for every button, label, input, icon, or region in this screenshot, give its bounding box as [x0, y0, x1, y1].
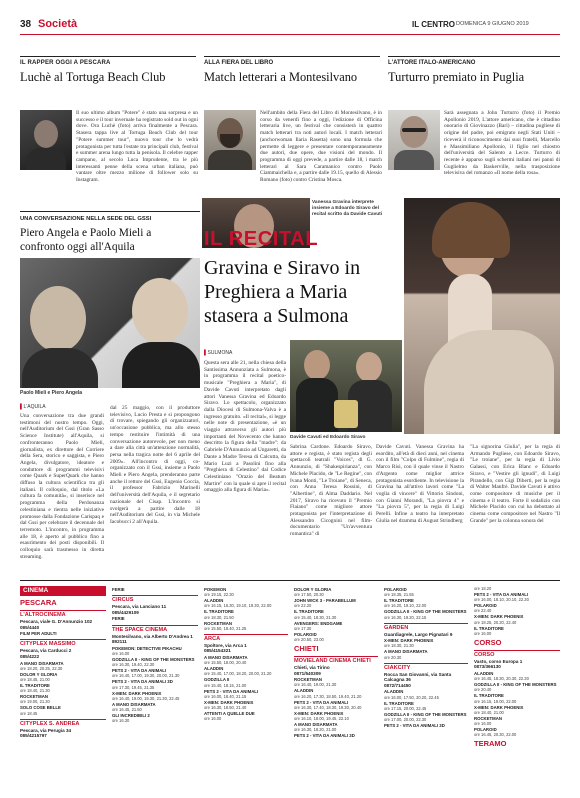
showtimes: ore 15.40, 18.30, 21.30: [294, 614, 337, 620]
film-title: POKEMON: [204, 587, 227, 592]
showtimes: ore 16.30, 18.20, 21.00: [294, 727, 337, 733]
showtimes: ore 16.00: [112, 650, 130, 656]
listing-city: TERAMO: [474, 739, 507, 749]
story-headline: Match letterari a Montesilvano: [204, 70, 358, 84]
showtimes: ore 16.30, 19.40, 22.30: [112, 662, 155, 668]
film-title: IL TRADITORE: [384, 598, 414, 604]
showtimes: ore 16.40, 19.00, 21.30: [294, 682, 337, 688]
story-kicker: IL RAPPER OGGI A PESCARA: [20, 60, 111, 66]
film-title: GODZILLA II: [204, 677, 230, 683]
cinema-name: CIAKCITY: [384, 663, 468, 672]
cinema-name: MOVIELAND CINEMA CHIETI: [294, 656, 378, 665]
gssi-body-col2: dal 25 maggio, con il produttore televisivo, Lucio Presta e si propongono di trovare, spiegando gli organizzatori, un'occasione pubblica, ma allo stesso tempo restituire l'intimità di una conversazione autorevole, per non meno a dare alla città un'attenzione normalità, persa nella tragica notte del 6 aprile del 2009». All'incontro di oggi, co-organizzato con il Gssi, insieme a Paolo Mieli e Piero Angela, prenderanno parte anche il rettore del Gssi, Eugenio Coccia, il professor Fabrizio Marinelli dell'università dell'Aquila, e il segretario nazionale del Cisap. L'incontro si svolgerà a partire dalle 18 nell'Auditorium del Gssi, in via Michele Iacobucci 2 all'Aquila.: [110, 405, 200, 525]
film-title: A MANO DISARMATA: [20, 660, 64, 666]
film-title: IL TRADITORE: [474, 693, 504, 699]
angela-mieli-photo: [20, 258, 200, 388]
showtimes: ore 20.30: [384, 654, 402, 660]
film-title: GLI INCREDIBILI 2: [112, 713, 150, 718]
film-title: GODZILLA II - KING OF THE MONSTERS: [474, 682, 557, 688]
listings-col-5: [384, 586, 468, 786]
listings-col-3: [204, 586, 288, 786]
film-title: X-MEN: DARK PHOENIX: [294, 710, 344, 716]
film-title: PETS 2 - VITA DA ANIMALI 3D: [112, 679, 173, 685]
film-title: POKEMON: DETECTIVE PIKACHU: [112, 645, 182, 651]
story-headline: Turturro premiato in Puglia: [388, 70, 525, 84]
film-title: FILM PER ADULTI: [20, 631, 57, 637]
cinema-address: Pescara, via Lanciano 11: [112, 604, 167, 610]
recital-photo-caption-bottom: Davide Cavuti ed Edoardo Siravo: [290, 435, 366, 440]
showtimes: ore 16.15, 19.00, 22.00: [474, 698, 517, 704]
showtimes: ore 15.40, 17.00, 18.20, 20.00, 21.20: [204, 671, 272, 677]
recital-location: [204, 350, 232, 356]
story-luche: [20, 60, 196, 85]
film-title: IL TRADITORE: [384, 700, 414, 706]
showtimes: ore 16.30: [112, 718, 130, 724]
page-number: 38: [20, 19, 32, 30]
showtimes: ore 16.20, 19.10, 22.00: [384, 603, 427, 609]
showtimes: ore 17.00, 20.00, 22.30: [384, 717, 427, 722]
showtimes: ore 17.15, 20.00, 22.45: [384, 705, 427, 711]
location-marker-icon: ▌: [20, 404, 24, 410]
showtimes: ore 22.20: [294, 603, 312, 609]
showtimes: ore 20.40: [474, 687, 492, 693]
showtimes: ore 15.50, 18.40, 21.25: [204, 625, 247, 631]
film-title: A MANO DISARMATA: [294, 722, 338, 728]
film-title: ROCKETMAN: [294, 677, 322, 683]
listing-column-content: [384, 587, 468, 728]
film-title: PETS 2 - VITA DA ANIMALI: [294, 699, 349, 705]
showtimes: ore 16.30, 17.40, 18.30, 19.30, 20.40: [294, 704, 362, 710]
section-name: Società: [38, 18, 78, 30]
film-title: A MANO DISARMATA: [384, 649, 428, 655]
showtimes: ore 19.00, 21.20: [20, 699, 50, 705]
story-kicker: ALLA FIERA DEL LIBRO: [204, 60, 274, 66]
showtimes: ore 16.00, 18.40, 21.15: [204, 693, 247, 699]
showtimes: ore 16.00, 17.50, 20.20, 22.45: [384, 694, 439, 700]
listings-col-1: [20, 586, 106, 786]
film-title: IL TRADITORE: [294, 609, 324, 615]
cinema-phone: 085/4429109: [112, 609, 139, 615]
showtimes: ore 16.20, 17.30, 18.50, 19.40, 21.20: [294, 693, 362, 699]
listing-column-content: [474, 586, 560, 748]
story-body: Il suo ultimo album "Potere" è stato una sorpresa e un successo e il tour invernale ha registrato sold out in ogni dove. Ora Luchè (foto) arriva finalmente a Pescara. Stasera tappa live al Tortuga Beach Club del tour "Potere summer tour", nuovo tour che lo vedrà protagonista per tutta l'estate tra principali club, festival e summer arena lungo tutta la penisola. Il celebre rapper campano, al secolo Luca Imprudente, tra le più interessanti penne della scena urban italiana, può vantare oltre mezzo milione di follower solo su Instagram.: [76, 110, 198, 184]
showtimes: ore 16.15, 16.30, 19.10, 19.30, 22.00: [204, 603, 272, 609]
listing-column-content: [20, 598, 106, 739]
film-title: IL TRADITORE: [20, 682, 50, 688]
recital-headline: Gravina e Siravo in Preghiera a Maria stasera a Sulmona: [204, 257, 361, 327]
film-title: ALADDIN: [204, 598, 224, 604]
film-title: ATTENTI A QUELLE DUE: [204, 711, 255, 717]
showtimes: ore 17.30: [294, 625, 312, 631]
film-title: DOLOR Y GLORIA: [294, 587, 332, 592]
film-title: A MANO DISARMATA: [112, 701, 156, 707]
cinema-name: CIRCUS: [112, 595, 198, 604]
film-title: PETS 2 - VITA DA ANIMALI: [474, 592, 529, 597]
cinema-name: GARDEN: [384, 623, 468, 632]
cinema-phone: 085/4215797: [20, 733, 47, 739]
film-title: JOHN WICK 3 - PARABELLUM: [294, 598, 356, 604]
showtimes: ore 16.40, 19.00, 19.30, 21.30, 22.45: [112, 695, 180, 701]
location-label: L'AQUILA: [23, 404, 46, 410]
film-title: SOLO COSE BELLE: [20, 705, 61, 711]
cinema-address: Pescara, via Carducci 2: [20, 648, 72, 654]
film-title: GODZILLA II - KING OF THE MONSTERS: [112, 656, 195, 662]
showtimes: ore 19.15, 22.30: [204, 592, 234, 598]
showtimes: ore 16.40, 17.00, 19.30, 20.00, 21.30: [112, 673, 180, 679]
cinema-name: L'ALTROCINEMA: [20, 610, 106, 619]
cinema-name: CORSO: [474, 650, 560, 659]
header-rule: [20, 34, 560, 35]
film-title: POLAROID: [294, 631, 317, 637]
film-title: A MANO DISARMATA: [204, 655, 248, 660]
cinema-address: Guardiagrele, Largo Pignatari 9: [384, 631, 453, 637]
film-title: ALADDIN: [474, 671, 494, 676]
cinema-banner: CINEMA: [20, 586, 106, 596]
film-title: PETS 2 - VITA DA ANIMALI 3D: [294, 733, 355, 739]
cinema-phone: 892111: [112, 639, 127, 645]
location-marker-icon: ▌: [204, 350, 208, 356]
gssi-caption: Paolo Mieli e Piero Angela: [20, 390, 83, 396]
film-title: POLAROID: [384, 587, 407, 592]
recital-col4: Davide Cavuti. Vanessa Gravina ha esordito, all'età di dieci anni, nel cinema con il film "Colpo di Fulmine", regia di Marco Risi, con il quale vinse il Nastro d'Argento come miglior attrice protagonista esordiente. In televisione la Gravina ha all'attivo lavori come "La voglia di vincere" di Vittorio Sindoni, con Gianni Morandi, "La piovra 4" e "La piovra 5", per la regia di Luigi Perelli. Infine a teatro ha interpretato Giulia nel dramma di August Strindberg: [376, 444, 464, 524]
showtimes: ore 18.45: [20, 710, 38, 716]
story-kicker: L'ATTORE ITALO-AMERICANO: [388, 60, 476, 66]
showtimes: ore 16.00: [474, 721, 492, 727]
showtimes: ore 18.45, 21.00: [20, 676, 50, 682]
film-title: FERIE: [112, 587, 125, 592]
story-turturro: [388, 60, 560, 85]
showtimes: ore 18.25, 20.20, 22.40: [474, 619, 517, 625]
film-title: ALADDIN: [384, 689, 404, 695]
showtimes: ore 16.45, 18.30, 20.30, 22.30: [474, 676, 529, 682]
film-title: ROCKETMAN: [474, 715, 502, 721]
recital-col5: "La signorina Giulia", per la regia di Armando Pugliese, con Edoardo Siravo, "Le troiane", per la regia di Livio Galassi, con Erica Blanc e Edoardo Siravo, e "Vestire gli ignudi", di Luigi Pirandello, con Gigi Diberti, per la regia di Walter Manfrè. Davide Cavuti è attivo come compositore di musiche per il cinema e il teatro. Forte il sodalizio con Michele Placido con cui ha debuttato al cinema come compositore nel Nastro "Il Grande" per la colonna sonora del: [470, 444, 560, 524]
film-title: PETS 2 - VITA DA ANIMALI 3D: [384, 723, 445, 728]
cinema-phone: 085/4154321: [204, 648, 231, 654]
showtimes: ore 18.20: [474, 586, 492, 591]
recital-col3: Sabrina Cardone. Edoardo Siravo, attore e regista, è stato regista degli spettacoli teatrali "Voices", di G. Annunzio, di "Shakespirianza", con Michele Placido, de "Le Regine", con Ivana Monti, "Le Troiane", di Seneca, con Anna Teresa Rossini, di "Albertine", di Alma Daddario. Nel 2017, Siravo ha ricevuto il "Premio Flaiano" come migliore attore protagonista per l'interpretazione di Alessandro Cicognini nel film-documentario "Un'avventura romantica" di: [290, 444, 372, 538]
recital-photo-caption-top: Vanessa Gravina interprete insieme a Edoardo Siravo del recital scritto da Davide Cavuti: [312, 200, 383, 217]
cinema-phone: 085/4440: [20, 624, 40, 630]
showtimes: ore 15.40, 18.15, 21.00: [204, 682, 247, 688]
turturro-photo: [388, 110, 440, 170]
showtimes: ore 18.35, 21.55: [384, 592, 414, 598]
gravina-photo-large: [404, 198, 560, 434]
showtimes: ore 16.00: [204, 716, 222, 722]
film-title: POLAROID: [474, 727, 497, 733]
film-title: PETS 2 - VITA DA ANIMALI: [112, 668, 167, 674]
cinema-phone: 0871/540309: [294, 670, 321, 676]
showtimes: ore 16.45, 20.30, 22.00: [474, 732, 517, 738]
showtimes: ore 22.40: [474, 608, 492, 614]
gssi-body-col1: Una conversazione tra due grandi testimoni del nostro tempo. Oggi, nell'Auditorium del Gssi (Gran Sasso Science Institute) all'Aquila, si confronteranno Paolo Mieli, giornalista, ex direttore del Corriere della Sera, storico e saggista, e Piero Angela, divulgatore, ideatore e conduttore di programmi televisivi come Quark e SuperQuark che hanno diffuso la cultura scientifica tra gli italiani. Il colloquio, dal titolo «La cultura fa comunità», si inserisce nel programma della Perdonanza celestiniana e rientra nelle iniziative promosse dalla Fondazione Carispaq e dal Gssi per celebrare il decennale del terremoto. L'incontro, in programma alle 18, è aperto al pubblico fino a esaurimento dei posti disponibili. Il colloquio sarà trasmesso in diretta streaming.: [20, 413, 104, 560]
cinema-name: CITYPLEX MASSIMO: [20, 639, 106, 648]
film-title: X-MEN: DARK PHOENIX: [204, 699, 254, 705]
showtimes: ore 15.50, 18.00, 20.40: [204, 660, 247, 666]
showtimes: ore 18.40, 21.00: [474, 709, 504, 715]
recital-kicker: IL RECITAL: [204, 228, 319, 250]
film-title: DOLOR Y GLORIA: [20, 671, 58, 677]
listing-city: CORSO: [474, 637, 502, 647]
cinema-name: CITYPLEX S. ANDREA: [20, 719, 106, 728]
film-title: X-MEN: DARK PHOENIX: [474, 614, 524, 620]
listings-col-6: [474, 586, 560, 786]
film-title: POLAROID: [474, 603, 497, 609]
cinema-address: Spoltore, via Arca 1: [204, 642, 247, 648]
film-title: IL TRADITORE: [204, 609, 234, 615]
gssi-headline: Piero Angela e Paolo Mieli a confronto oggi all'Aquila: [20, 227, 152, 253]
film-title: X-MEN: DARK PHOENIX: [112, 690, 162, 696]
film-title: GODZILLA II - KING OF THE MONSTERS: [384, 711, 467, 717]
listing-city: CHIETI: [294, 644, 319, 654]
cinema-phone: 0872/714450: [384, 682, 411, 688]
page-header: [20, 18, 560, 34]
film-title: GODZILLA II - KING OF THE MONSTERS: [384, 609, 467, 615]
cinema-address: Vasto, corso Europa 1: [474, 658, 523, 664]
cavuti-siravo-photo: [290, 340, 402, 432]
gssi-location: [20, 404, 46, 410]
recital-col1: Questa sera alle 21, nella chiesa della Santissima Annunziata a Sulmona, è in programma il recital poetico-musicale "Preghiera a Maria", di Davide Cavuti interpretato dagli attori Vanessa Gravina ed Edoardo Siravo. Lo spettacolo, organizzato dalla Diocesi di Sulmona-Valva è a ingresso gratuito. «Il recital», si legge nelle note di presentazione, «è un viaggio attraverso gli autori più importanti del Novecento che hanno descritto la figura della "madre": da Gabriele D'Annunzio ad Ungaretti, da Dante a Madre Teresa di Calcutta, da Mario Luzi a Pasolini fino alla "Preghiera di Celestino" dal Codice Celestiniano "Orazio del Beatum Martire" con la quale si apre il recital omaggio alla figura di Maria».: [204, 360, 286, 494]
cinema-phone: 085/4222: [20, 653, 40, 659]
showtimes: ore 17.30, 19.45, 21.35: [112, 684, 155, 690]
story-headline: Luchè al Tortuga Beach Club: [20, 70, 166, 84]
film-title: PETS 2 - VITA DA ANIMALI: [204, 688, 259, 694]
listings-col-2: [112, 586, 198, 786]
film-title: ALADDIN: [204, 666, 224, 672]
showtimes: ore 16.30, 19.20, 22.15: [384, 614, 427, 620]
showtimes: ore 16.30, 18.50, 21.40: [204, 705, 247, 711]
showtimes: ore 18.40, 21.30: [20, 688, 50, 694]
masthead: IL CENTRO: [412, 20, 455, 29]
film-title: FERIE: [112, 616, 125, 622]
location-label: SULMONA: [207, 350, 233, 356]
cinema-address: Montesilvano, via Alberto D'Andrea 1: [112, 633, 193, 639]
cinema-address: Chieti, via Tirino: [294, 665, 330, 671]
cinema-name: ARCA: [204, 634, 288, 643]
cinema-address: Pescara, viale G. D'Annunzio 102: [20, 619, 93, 624]
story-body: Sarà assegnata a John Turturro (foto) il Premio Apollonio 2019, L'attore americano, che è cittadino onorario di Giovinazzo (Bari) – cittadina pugliese di origine del padre, poi emigrato negli Stati Uniti – riceverà il riconoscimento dai suoi fratelli, Marcello e Massimiliano Apollonio, il figlio nel chiostro dell'università del Salento a Lecce. Turturro di recente è apparso sugli schermi italiani nei panni di Guglielmo da Baskerville, nella trasposizione televisiva del romanzo «Il nome della rosa».: [444, 110, 560, 177]
story-body: Nell'ambito della Fiera del Libro di Montesilvano, è in corso da venerdì fino a oggi, l'edizione di Officina letteraria live, un festival che consisterà in quattro match letterari tra noti autori locali. I match letterari (anchorwoman Ilaria Rasetta) sono una formula che permette di leggere e presentare contemporaneamente due autori, due opere, due visioni del mondo. Il programma di oggi prevede, a partire dalle 18, i match letterari al Sara Caramanico contro Paolo Ciammaichella e, a partire dalle 19.15, quello di Alessio Romano (foto) contro Cristina Mosca.: [260, 110, 382, 184]
film-title: AVENGERS: ENDGAME: [294, 620, 343, 626]
gssi-kicker: UNA CONVERSAZIONE NELLA SEDE DEL GSSI: [20, 216, 152, 222]
showtimes: ore 18.30, 21.30: [384, 643, 414, 649]
cinema-name: THE SPACE CINEMA: [112, 625, 198, 634]
showtimes: ore 17.50, 20.30: [294, 592, 324, 598]
showtimes: ore 20.50, 23.00: [294, 637, 324, 643]
luche-photo: [20, 110, 72, 170]
romano-photo: [204, 110, 256, 170]
film-title: IL TRADITORE: [474, 625, 504, 631]
listing-column-content: [294, 587, 378, 738]
film-title: ROCKETMAN: [204, 620, 232, 626]
film-title: ALADDIN: [294, 688, 314, 694]
showtimes: ore 18.20, 20.25, 22.30: [20, 665, 63, 671]
story-montesilvano: [204, 60, 380, 85]
issue-date: DOMENICA 9 GIUGNO 2019: [456, 21, 529, 27]
cinema-address: Pescara, via Perugia 34: [20, 727, 72, 733]
showtimes: ore 16.00, 18.10, 20.10, 22.30: [474, 597, 529, 603]
listing-column-content: [112, 587, 198, 723]
listing-city: PESCARA: [20, 598, 57, 607]
showtimes: ore 16.45, 21.50: [112, 707, 142, 712]
listing-column-content: [204, 587, 288, 721]
showtimes: ore 16.10, 18.00, 19.45, 22.10: [294, 716, 349, 722]
cinema-address: Rocca San Giovanni, via Santa Calcagna 36: [384, 671, 452, 683]
film-title: X-MEN: DARK PHOENIX: [384, 638, 434, 644]
film-title: X-MEN: DARK PHOENIX: [474, 704, 524, 710]
cinema-phone: 0873/366130: [474, 664, 501, 670]
listings-col-4: [294, 586, 378, 786]
showtimes: ore 18.30, 21.50: [204, 614, 234, 620]
showtimes: ore 16.00: [474, 630, 492, 636]
film-title: ROCKETMAN: [20, 694, 48, 700]
